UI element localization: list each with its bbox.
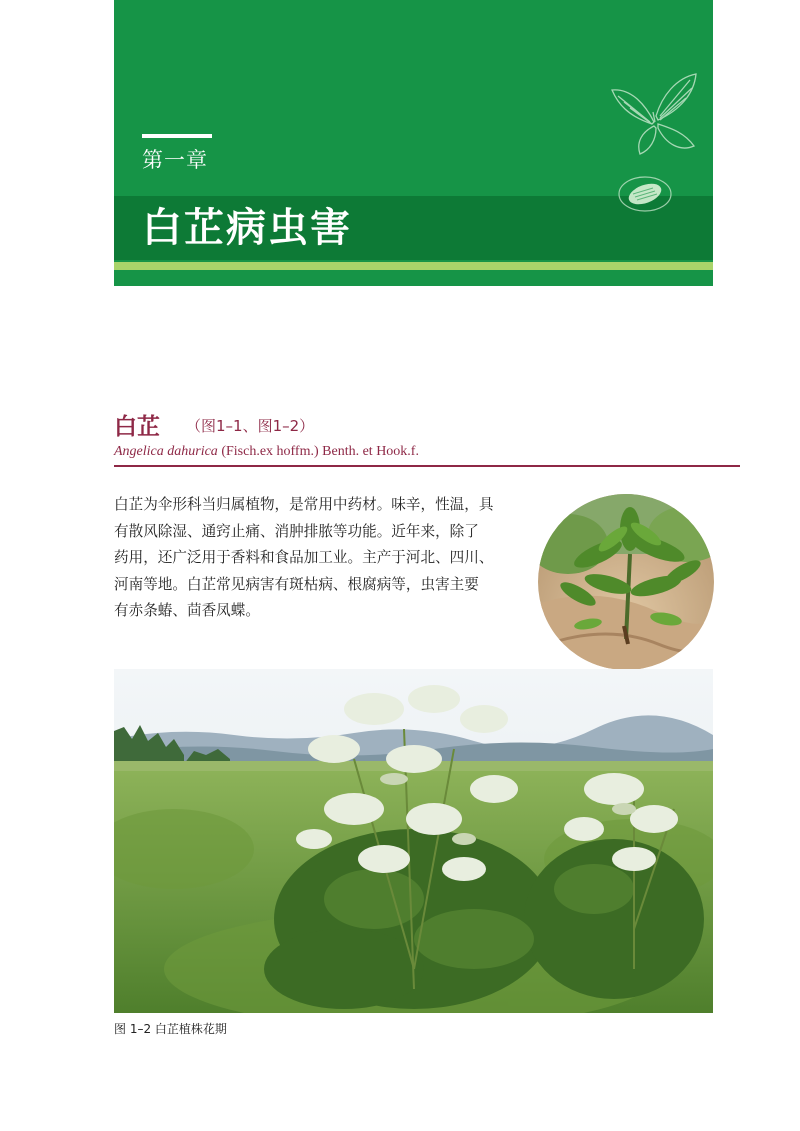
figure-caption-2: 图 1–2 白芷植株花期 <box>114 1022 227 1036</box>
body-line: 药用，还广泛用于香料和食品加工业。主产于河北、四川、 <box>114 549 494 566</box>
flowering-plant-photo <box>114 669 713 1013</box>
latin-authority: (Fisch.ex hoffm.) Benth. et Hook.f. <box>217 444 419 459</box>
seedling-photo <box>538 494 714 670</box>
section-divider <box>114 465 740 467</box>
figure-reference: （图1–1、图1–2） <box>186 417 315 435</box>
chapter-banner <box>114 0 713 286</box>
body-line: 有散风除湿、通窍止痛、消肿排脓等功能。近年来，除了 <box>114 522 479 540</box>
butterfly-icon <box>606 66 702 162</box>
body-paragraph <box>114 492 534 625</box>
body-line: 白芷为伞形科当归属植物，是常用中药材。味辛，性温，具 <box>114 496 494 513</box>
cocoon-icon <box>615 170 675 218</box>
latin-name <box>114 444 419 460</box>
chapter-rule <box>142 134 212 138</box>
section-heading: 白芷 <box>114 414 160 440</box>
body-line: 河南等地。白芷常见病害有斑枯病、根腐病等，虫害主要 <box>114 575 479 593</box>
chapter-number: 第一章 <box>142 148 208 172</box>
latin-genus-species: Angelica dahurica <box>114 444 218 459</box>
body-line: 有赤条蝽、茴香凤蝶。 <box>114 602 260 619</box>
chapter-title: 白芷病虫害 <box>142 205 352 251</box>
accent-stripe <box>114 262 713 270</box>
